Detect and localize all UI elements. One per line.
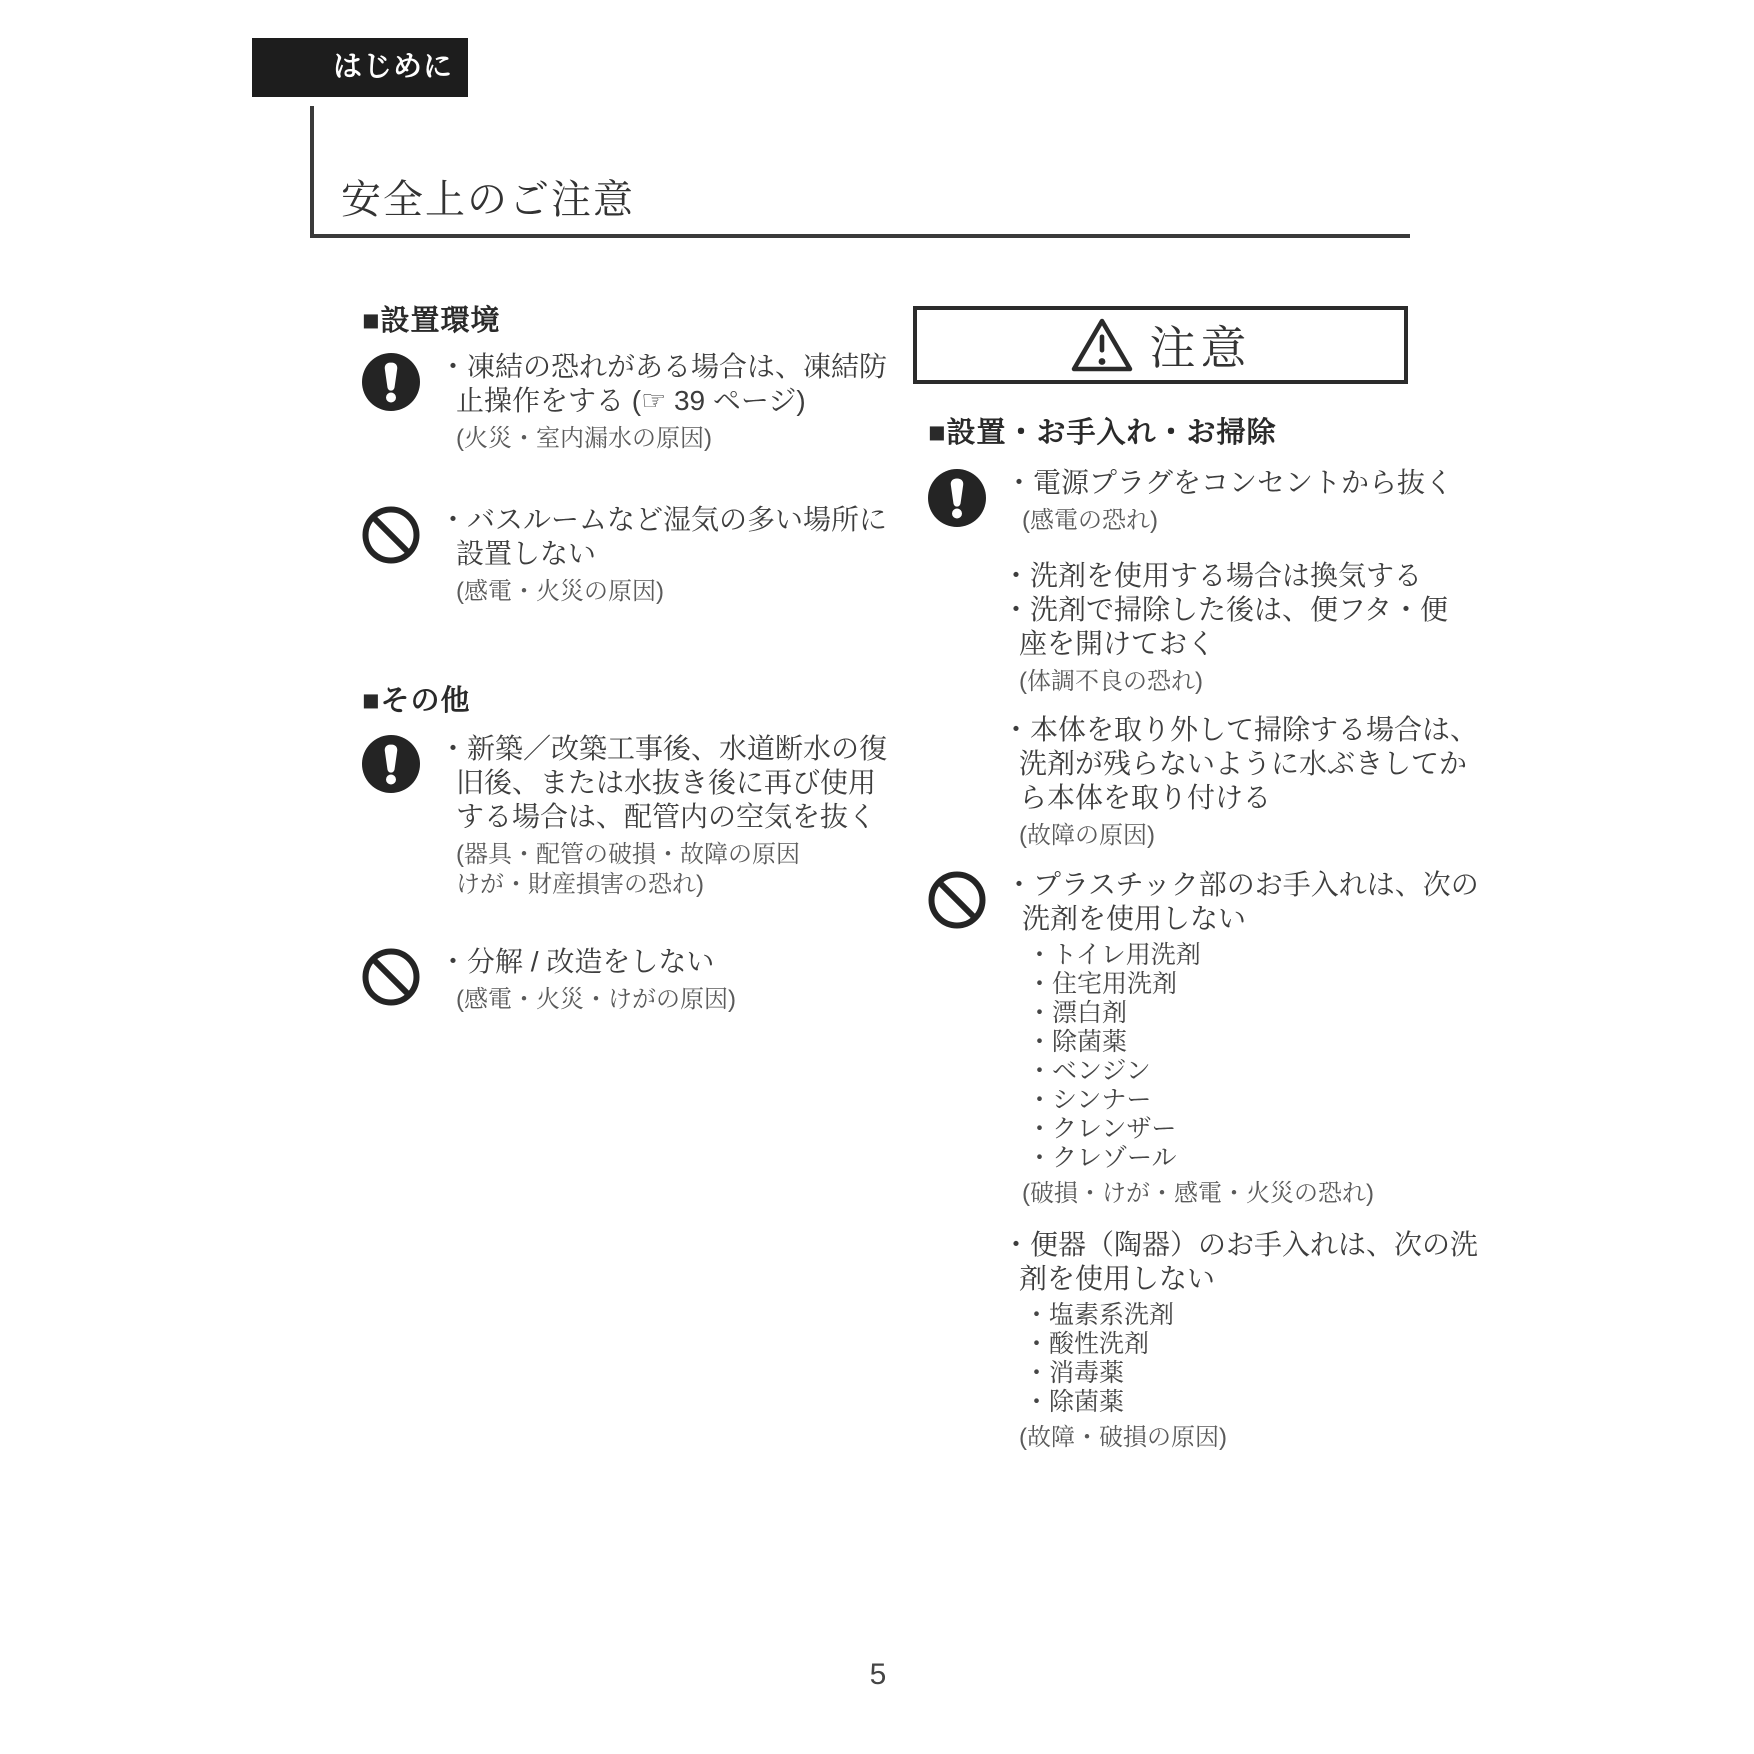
cause-note: (火災・室内漏水の原因)	[456, 425, 712, 452]
prohibited-cleaner-item: ・除菌薬	[1024, 1388, 1125, 1416]
warning-triangle-icon	[1070, 316, 1134, 374]
cause-note: (器具・配管の破損・故障の原因	[456, 841, 800, 868]
mandatory-icon	[928, 469, 986, 527]
instruction-line: 洗剤が残らないように水ぶきしてか	[1019, 748, 1468, 779]
page-number: 5	[869, 1658, 887, 1691]
instruction-line: 座を開けておく	[1019, 628, 1216, 659]
cause-note: けが・財産損害の恐れ)	[456, 871, 704, 898]
instruction-line: ・洗剤で掃除した後は、便フタ・便	[1002, 594, 1449, 625]
instruction-line: 洗剤を使用しない	[1022, 903, 1247, 934]
safety-item	[362, 503, 887, 607]
title-rule	[310, 234, 1410, 238]
cause-note: (故障の原因)	[1019, 822, 1155, 849]
prohibition-icon	[928, 871, 986, 929]
instruction-line: 設置しない	[456, 538, 597, 569]
safety-item	[1002, 1228, 1478, 1453]
caution-box	[913, 306, 1408, 384]
section-heading-care-cleaning: ■設置・お手入れ・お掃除	[928, 417, 1277, 449]
instruction-line: ・便器（陶器）のお手入れは、次の洗	[1002, 1229, 1479, 1260]
instruction-line: する場合は、配管内の空気を抜く	[456, 801, 877, 832]
instruction-line: 剤を使用しない	[1019, 1263, 1216, 1294]
instruction-line: ・洗剤を使用する場合は換気する	[1002, 560, 1423, 591]
safety-item	[928, 466, 1453, 536]
safety-item	[928, 868, 1479, 1209]
section-heading-others: ■その他	[362, 685, 471, 717]
safety-item	[1002, 559, 1448, 697]
prohibited-cleaner-item: ・トイレ用洗剤	[1027, 941, 1201, 969]
section-heading-installation-environment: ■設置環境	[362, 305, 501, 337]
prohibited-cleaner-item: ・除菌薬	[1027, 1028, 1128, 1056]
instruction-line: ・新築／改築工事後、水道断水の復	[439, 733, 888, 764]
instruction-line: ・凍結の恐れがある場合は、凍結防	[439, 351, 888, 382]
cause-note: (故障・破損の原因)	[1019, 1424, 1227, 1451]
section-tab: はじめに	[252, 38, 468, 97]
instruction-line: ・分解 / 改造をしない	[439, 946, 715, 977]
instruction-line: ・本体を取り外して掃除する場合は、	[1002, 714, 1479, 745]
prohibition-icon	[362, 506, 420, 564]
instruction-line: ・プラスチック部のお手入れは、次の	[1005, 869, 1479, 900]
safety-item	[362, 945, 736, 1015]
prohibited-cleaner-item: ・漂白剤	[1027, 999, 1128, 1027]
safety-item	[1002, 713, 1478, 851]
prohibited-cleaner-item: ・塩素系洗剤	[1024, 1301, 1175, 1329]
prohibited-cleaner-item: ・ベンジン	[1027, 1057, 1151, 1085]
prohibited-cleaner-item: ・クレンザー	[1027, 1115, 1177, 1143]
prohibition-icon	[362, 948, 420, 1006]
mandatory-icon	[362, 353, 420, 411]
prohibited-cleaner-item: ・クレゾール	[1027, 1144, 1177, 1172]
instruction-line: ・バスルームなど湿気の多い場所に	[439, 504, 888, 535]
safety-item	[362, 732, 887, 900]
instruction-line: ら本体を取り付ける	[1019, 782, 1272, 813]
instruction-line: ・電源プラグをコンセントから抜く	[1005, 467, 1454, 498]
mandatory-icon	[362, 735, 420, 793]
cause-note: (感電・火災の原因)	[456, 578, 664, 605]
prohibited-cleaner-item: ・消毒薬	[1024, 1359, 1125, 1387]
page-title: 安全上のご注意	[341, 178, 635, 222]
title-accent-line	[310, 106, 314, 238]
instruction-line: 止操作をする (☞ 39 ページ)	[456, 385, 806, 416]
cause-note: (破損・けが・感電・火災の恐れ)	[1022, 1180, 1374, 1207]
prohibited-cleaner-item: ・住宅用洗剤	[1027, 970, 1178, 998]
prohibited-cleaner-item: ・シンナー	[1027, 1086, 1152, 1114]
prohibited-cleaner-item: ・酸性洗剤	[1024, 1330, 1150, 1358]
cause-note: (体調不良の恐れ)	[1019, 668, 1203, 695]
cause-note: (感電・火災・けがの原因)	[456, 986, 736, 1013]
safety-item	[362, 350, 887, 454]
caution-label: 注意	[1149, 322, 1252, 374]
instruction-line: 旧後、または水抜き後に再び使用	[456, 767, 877, 798]
cause-note: (感電の恐れ)	[1022, 507, 1158, 534]
